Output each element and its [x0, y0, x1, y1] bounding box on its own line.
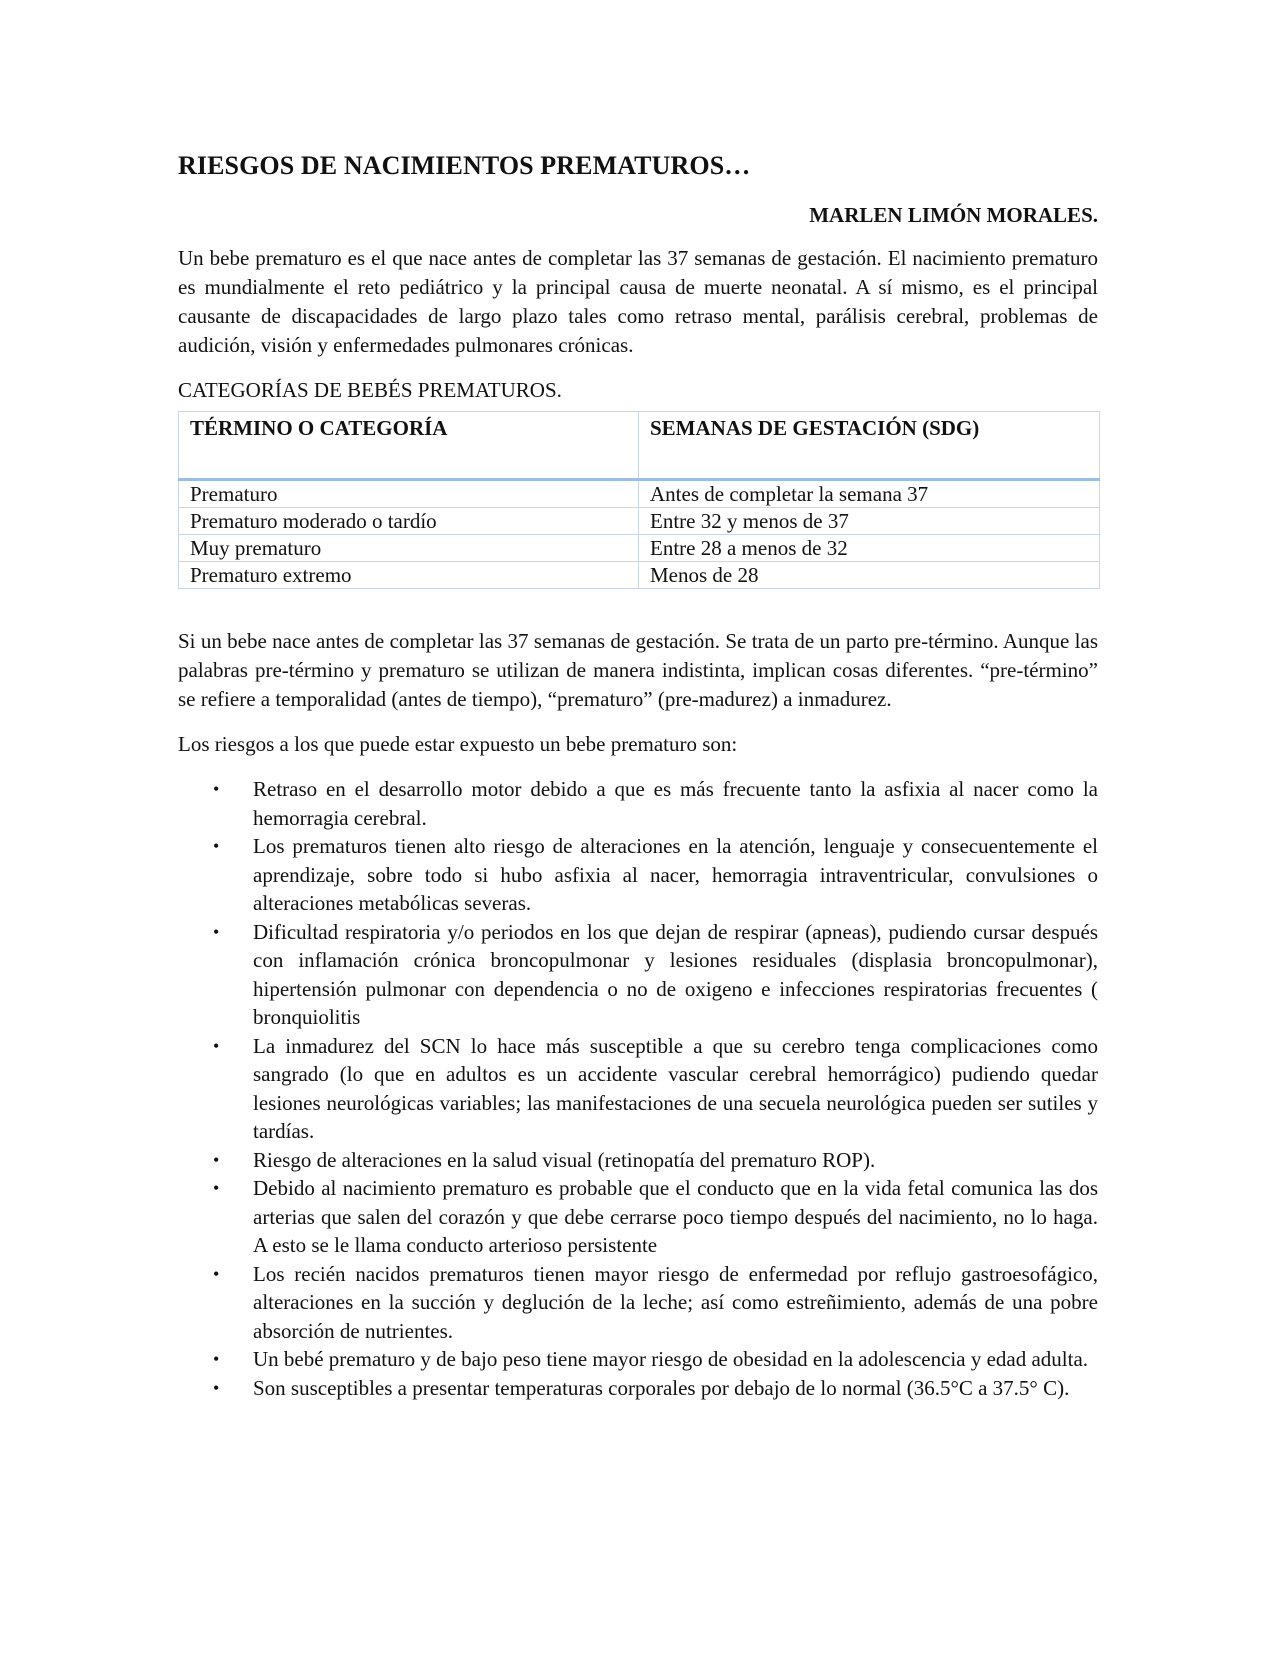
list-item: [213, 1146, 1098, 1175]
list-item-text: Retraso en el desarrollo motor debido a que es más frecuente tanto la asfixia al nacer como la hemorragia cerebral.: [253, 777, 1098, 830]
table-cell-weeks: Entre 32 y menos de 37: [639, 508, 1100, 535]
bullet-icon: •: [213, 921, 220, 942]
document-page: [178, 150, 1098, 1402]
bullet-icon: •: [213, 1178, 220, 1198]
bullet-icon: •: [213, 1349, 220, 1369]
list-item-text: Dificultad respiratoria y/o periodos en los que dejan de respirar (apneas), pudiendo cursar después con inflamación crónica broncopulmonar y lesiones residuales (displasia broncopulmonar), hipertensión pulmonar con dependencia o no de oxigeno e infecciones respiratorias frecuentes ( bronquiolitis: [253, 919, 1098, 1029]
list-item-text: Son susceptibles a presentar temperaturas corporales por debajo de lo normal (36.5°C a 37.5° C).: [253, 1375, 1070, 1400]
list-item: [213, 1374, 1098, 1403]
risks-list: [178, 775, 1098, 1402]
bullet-icon: •: [213, 1035, 220, 1056]
author-name: MARLEN LIMÓN MORALES.: [809, 203, 1098, 227]
table-row: [179, 535, 1100, 562]
risks-intro: Los riesgos a los que puede estar expuesto un bebe prematuro son:: [178, 732, 738, 756]
table-spacer: [178, 589, 1098, 627]
table-row: [179, 562, 1100, 589]
list-item-text: Los prematuros tienen alto riesgo de alteraciones en la atención, lenguaje y consecuentemente el aprendizaje, sobre todo si hubo asfixia al nacer, hemorragia intraventricular, convulsiones o alteraciones metabólicas severas.: [253, 834, 1098, 915]
table-row: [179, 508, 1100, 535]
list-item-text: Los recién nacidos prematuros tienen mayor riesgo de enfermedad por reflujo gastroesofágico, alteraciones en la succión y deglución de la leche; así como estreñimiento, además de una pobre absorción de nutrientes.: [253, 1261, 1098, 1343]
intro-paragraph: Un bebe prematuro es el que nace antes de completar las 37 semanas de gestación. El nacimiento prematuro es mundialmente el reto pediátrico y la principal causa de muerte neonatal. A sí mismo, es el principal causante de discapacidades de largo plazo tales como retraso mental, parálisis cerebral, problemas de audición, visión y enfermedades pulmonares crónicas.: [178, 246, 1098, 357]
list-item: [213, 918, 1098, 1032]
table-header-row: [179, 412, 1100, 480]
bullet-icon: •: [213, 779, 220, 799]
bullet-icon: •: [213, 836, 220, 856]
table-cell-weeks: Menos de 28: [639, 562, 1100, 589]
preterm-paragraph: Si un bebe nace antes de completar las 37 semanas de gestación. Se trata de un parto pre-término. Aunque las palabras pre-término y prematuro se utilizan de manera indistinta, implican cosas diferentes. “pre-término” se refiere a temporalidad (antes de tiempo), “prematuro” (pre-madurez) a inmadurez.: [178, 629, 1098, 711]
list-item: [213, 1032, 1098, 1146]
bullet-icon: •: [213, 1263, 220, 1284]
list-item-text: Riesgo de alteraciones en la salud visual (retinopatía del prematuro ROP).: [253, 1147, 876, 1172]
list-item: [213, 832, 1098, 918]
table-row: [179, 480, 1100, 508]
list-item: [213, 1260, 1098, 1346]
table-cell-term: Prematuro extremo: [179, 562, 639, 589]
categories-heading: CATEGORÍAS DE BEBÉS PREMATUROS.: [178, 378, 562, 402]
document-title: RIESGOS DE NACIMIENTOS PREMATUROS…: [178, 151, 751, 180]
categories-table: [178, 411, 1100, 589]
list-item: [213, 1174, 1098, 1260]
bullet-icon: •: [213, 1149, 220, 1170]
table-cell-weeks: Antes de completar la semana 37: [639, 480, 1100, 508]
table-cell-term: Prematuro: [179, 480, 639, 508]
table-cell-weeks: Entre 28 a menos de 32: [639, 535, 1100, 562]
list-item: [213, 775, 1098, 832]
list-item-text: Debido al nacimiento prematuro es probable que el conducto que en la vida fetal comunica las dos arterias que salen del corazón y que debe cerrarse poco tiempo después del nacimiento, no lo haga. A esto se le llama conducto arterioso persistente: [253, 1176, 1098, 1257]
list-item: [213, 1345, 1098, 1374]
list-item-text: Un bebé prematuro y de bajo peso tiene mayor riesgo de obesidad en la adolescencia y edad adulta.: [253, 1347, 1089, 1371]
table-header-weeks: SEMANAS DE GESTACIÓN (SDG): [639, 412, 1100, 480]
list-item-text: La inmadurez del SCN lo hace más susceptible a que su cerebro tenga complicaciones como sangrado (lo que en adultos es un accidente vascular cerebral hemorrágico) pudiendo quedar lesiones neurológicas variables; las manifestaciones de una secuela neurológica pueden ser sutiles y tardías.: [253, 1033, 1098, 1143]
table-cell-term: Prematuro moderado o tardío: [179, 508, 639, 535]
table-cell-term: Muy prematuro: [179, 535, 639, 562]
table-header-term: TÉRMINO O CATEGORÍA: [179, 412, 639, 480]
bullet-icon: •: [213, 1377, 220, 1398]
